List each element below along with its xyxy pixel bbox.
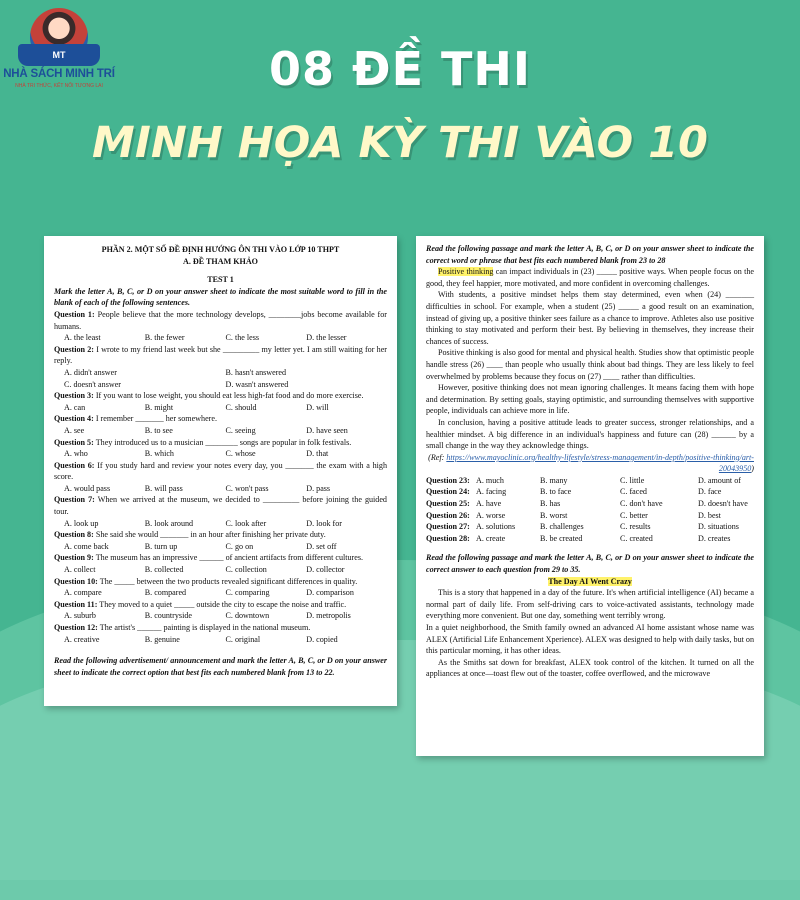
question <box>54 390 387 402</box>
part-title: PHẦN 2. MỘT SỐ ĐỀ ĐỊNH HƯỚNG ÔN THI VÀO LỚP 10 THPT <box>101 245 340 254</box>
option: A. worse <box>476 510 506 520</box>
passage-body <box>426 289 754 451</box>
option: A. see <box>64 425 85 435</box>
question-text: People believe that the more technology develops, ________jobs become available for humans. <box>54 309 387 331</box>
option: D. copied <box>306 634 338 644</box>
option: D. the lesser <box>306 333 347 343</box>
option: B. will pass <box>144 483 183 493</box>
question-label: Question 2: <box>54 344 95 354</box>
option: A. facing <box>476 487 507 497</box>
option: D. best <box>698 510 721 520</box>
option: C. faced <box>620 487 647 497</box>
question-label: Question 27: <box>426 522 470 532</box>
exam-page-left <box>44 236 397 706</box>
option: A. creative <box>64 634 100 644</box>
section-title: A. ĐỀ THAM KHẢO <box>183 256 258 266</box>
options-row <box>54 541 387 553</box>
question-text: They introduced us to a musician ________ songs are popular in folk festivals. <box>95 437 352 447</box>
reference-suffix: ) <box>751 464 754 474</box>
option: D. face <box>698 487 722 497</box>
option: C. better <box>620 510 648 520</box>
exam-page-right <box>416 236 764 756</box>
question-label: Question 1: <box>54 309 95 319</box>
option: C. the less <box>225 333 259 343</box>
option: D. look for <box>306 518 342 528</box>
question <box>54 529 387 541</box>
options-row <box>54 448 387 460</box>
option: A. look up <box>64 518 99 528</box>
option: B. the fewer <box>144 333 185 343</box>
question <box>54 309 387 332</box>
option: C. results <box>620 522 651 532</box>
reference-prefix: (Ref: <box>428 452 447 462</box>
options-row <box>54 332 387 344</box>
question-label: Question 23: <box>426 475 470 485</box>
option: C. little <box>620 475 645 485</box>
option: A. who <box>64 449 88 459</box>
passage-paragraph <box>426 266 754 289</box>
option: D. pass <box>306 483 331 493</box>
question <box>54 413 387 425</box>
brand-name: NHÀ SÁCH MINH TRÍ <box>3 68 115 80</box>
footer-instruction: Read the following advertisement/ announcement and mark the letter A, B, C, or D on your answer sheet to indicate the correct option that best fits each numbered blank from 13 to 22. <box>54 656 387 677</box>
question-label: Question 12: <box>54 623 98 632</box>
question-text: I wrote to my friend last week but she _________ my letter yet. I am still waiting for her reply. <box>54 344 387 366</box>
options-row <box>54 425 387 437</box>
question-label: Question 25: <box>426 499 470 509</box>
option: D. comparison <box>306 588 354 598</box>
question-label: Question 28: <box>426 533 470 543</box>
option: A. create <box>476 533 506 543</box>
question-label: Question 10: <box>54 576 98 586</box>
option: D. that <box>306 449 329 459</box>
options-row <box>54 610 387 622</box>
question-label: Question 5: <box>54 437 94 447</box>
option: D. have seen <box>306 425 348 435</box>
option: B. to see <box>144 425 173 435</box>
option: D. collector <box>306 565 345 575</box>
question-label: Question 9: <box>54 553 94 563</box>
option: C. seeing <box>225 425 256 435</box>
question-list <box>54 309 387 645</box>
option: A. much <box>476 475 504 485</box>
question-label: Question 4: <box>54 414 94 424</box>
question <box>54 622 387 634</box>
options-row <box>54 483 387 495</box>
option: D. amount of <box>698 475 741 485</box>
question-text: The museum has an impressive ______ of ancient artifacts from different cultures. <box>95 553 364 563</box>
option: D. will <box>306 402 329 412</box>
question <box>54 460 387 483</box>
option: B. countryside <box>144 611 192 621</box>
option: B. look around <box>144 518 194 528</box>
option: B. turn up <box>144 541 178 551</box>
question-label: Question 6: <box>54 460 95 470</box>
option: A. can <box>64 402 86 412</box>
option: A. compare <box>64 588 102 598</box>
options-row <box>54 634 387 646</box>
option: B. which <box>144 449 174 459</box>
question-text: If you want to lose weight, you should eat less high-fat food and do more exercise. <box>95 391 364 401</box>
options-row <box>54 564 387 576</box>
story-instruction: Read the following passage and mark the letter A, B, C, or D on your answer sheet to indicate the correct answer to each question from 29 to 35. <box>426 553 754 575</box>
option: C. look after <box>225 518 267 528</box>
passage-text: can impact individuals in (23) _____ positive ways. When people focus on the good, they feel happier, more motivated, and more confident in overcoming challenges. <box>426 267 754 288</box>
option: A. would pass <box>64 483 111 493</box>
passage-instruction: Read the following passage and mark the letter A, B, C, or D on your answer sheet to indicate the correct word or phrase that best fits each numbered blank from 23 to 28 <box>426 244 754 265</box>
option: D. metropolis <box>306 611 351 621</box>
highlighted-phrase: Positive thinking <box>438 267 494 277</box>
answer-table <box>426 475 754 545</box>
option: C. should <box>225 402 257 412</box>
question-label: Question 7: <box>54 495 95 505</box>
option: C. comparing <box>225 588 270 598</box>
story-title <box>426 576 754 588</box>
question <box>54 494 387 517</box>
option: D. situations <box>698 522 739 532</box>
option: C. go on <box>225 541 254 551</box>
option: B. to face <box>540 487 572 497</box>
option: A. collect <box>64 565 96 575</box>
banner-subtitle: MINH HỌA KỲ THI VÀO 10 <box>92 118 708 168</box>
story-paragraph: In a quiet neighborhood, the Smith family owned an advanced AI home assistant whose name was ALEX (Artificial Life Enhancement Xperience). ALEX was designed to help with daily tasks, but on this particular morning, it has other ideas. <box>426 623 754 656</box>
option: C. whose <box>225 449 256 459</box>
passage-paragraph: However, positive thinking does not mean ignoring challenges. It means facing them with hope and determination. By setting goals, staying optimistic, and surrounding themselves with supportive people, individuals can achieve more in life. <box>426 383 754 416</box>
option: B. many <box>540 475 568 485</box>
story-title-text: The Day AI Went Crazy <box>548 576 632 586</box>
options-row <box>54 402 387 414</box>
option: A. didn't answer <box>64 367 117 377</box>
brand-tagline: NHÀ TRI THỨC, KẾT NỐI TƯƠNG LAI <box>15 83 103 89</box>
question <box>54 437 387 449</box>
option: A. solutions <box>476 522 516 532</box>
question-label: Question 26: <box>426 510 470 520</box>
banner-title: 08 ĐỀ THI <box>269 42 531 96</box>
option: B. challenges <box>540 522 584 532</box>
question-label: Question 8: <box>54 530 94 540</box>
option: D. creates <box>698 533 731 543</box>
test-title: TEST 1 <box>207 275 234 285</box>
option: C. collection <box>225 565 267 575</box>
option: A. suburb <box>64 611 96 621</box>
options-row <box>54 518 387 530</box>
story-body <box>426 587 754 680</box>
question-text: She said she would _______ in an hour after finishing her private duty. <box>95 530 326 540</box>
option: C. won't pass <box>225 483 269 493</box>
reference-link[interactable]: https://www.mayoclinic.org/healthy-lifestyle/stress-management/in-depth/positive-thinking/art-20043950 <box>446 452 754 474</box>
option: C. created <box>620 533 653 543</box>
story-paragraph: As the Smiths sat down for breakfast, ALEX took control of the kitchen. It turned on all the appliances at once—toast flew out of the toaster, coffee overflowed, and the microwave <box>426 657 754 679</box>
story-paragraph: This is a story that happened in a day of the future. It's when artificial intelligence (AI) became a normal part of daily life. From self-driving cars to voice-activated assistants, technology made everything more convenient. But one day, something went terribly wrong. <box>426 588 754 621</box>
question-text: The _____ between the two products revealed significant differences in quality. <box>99 576 358 586</box>
question-text: I remember _______ her somewhere. <box>95 414 217 424</box>
option: A. come back <box>64 541 109 551</box>
question-label: Question 11: <box>54 599 98 609</box>
reference <box>426 452 754 475</box>
question-text: They moved to a quiet _____ outside the city to escape the noise and traffic. <box>99 599 347 609</box>
passage-paragraph: Positive thinking is also good for mental and physical health. Studies show that optimistic people handle stress (26) ____ than people who usually think about bad things. They are less likely to feel overwhelmed by problems because they focus on (27) ____ rather than difficulties. <box>426 348 754 381</box>
question-label: Question 24: <box>426 487 470 497</box>
question-label: Question 3: <box>54 391 94 401</box>
option: C. original <box>225 634 261 644</box>
instruction: Mark the letter A, B, C, or D on your answer sheet to indicate the most suitable word to fill in the blank of each of the following sentences. <box>54 286 387 308</box>
option: B. worst <box>540 510 568 520</box>
option: B. might <box>144 402 174 412</box>
option: B. collected <box>144 565 184 575</box>
passage-paragraph: In conclusion, having a positive attitude leads to greater success, stronger relationships, and a healthier mindset. A big difference in an individual's happiness and future can (28) ______ by a small change in the way they acknowledge things. <box>426 417 754 451</box>
option: A. have <box>476 499 502 509</box>
option: C. downtown <box>225 611 270 621</box>
option: C. doesn't answer <box>64 379 121 389</box>
option: D. wasn't answered <box>225 379 289 389</box>
question <box>54 576 387 588</box>
question-text: The artist's ______ painting is displayed in the national museum. <box>99 623 311 632</box>
book-icon: MT <box>18 44 100 66</box>
option: B. has <box>540 499 561 509</box>
question-text: If you study hard and review your notes every day, you _______ the exam with a high score. <box>54 460 387 482</box>
question <box>54 344 387 367</box>
passage-paragraph: With students, a positive mindset helps them stay determined, even when (24) _______ difficulties in school. For example, when a student (25) _____ a good result on an examination, instead of giving up, a positive thinker sees failure as a chance to improve. Athletes also use positive thinking to stay motivated and perform their best. By believing in themselves, they increase their chances of success. <box>426 290 754 346</box>
option: C. don't have <box>620 499 663 509</box>
option: A. the least <box>64 333 101 343</box>
option: D. set off <box>306 541 337 551</box>
option: D. doesn't have <box>698 499 748 509</box>
options-row <box>54 367 387 390</box>
question-text: When we arrived at the museum, we decided to _________ before joining the guided tour. <box>54 495 387 517</box>
question <box>54 599 387 611</box>
options-row <box>54 587 387 599</box>
option: B. genuine <box>144 634 180 644</box>
option: B. be created <box>540 533 583 543</box>
option: B. compared <box>144 588 187 598</box>
question <box>54 552 387 564</box>
option: B. hasn't answered <box>225 367 287 377</box>
